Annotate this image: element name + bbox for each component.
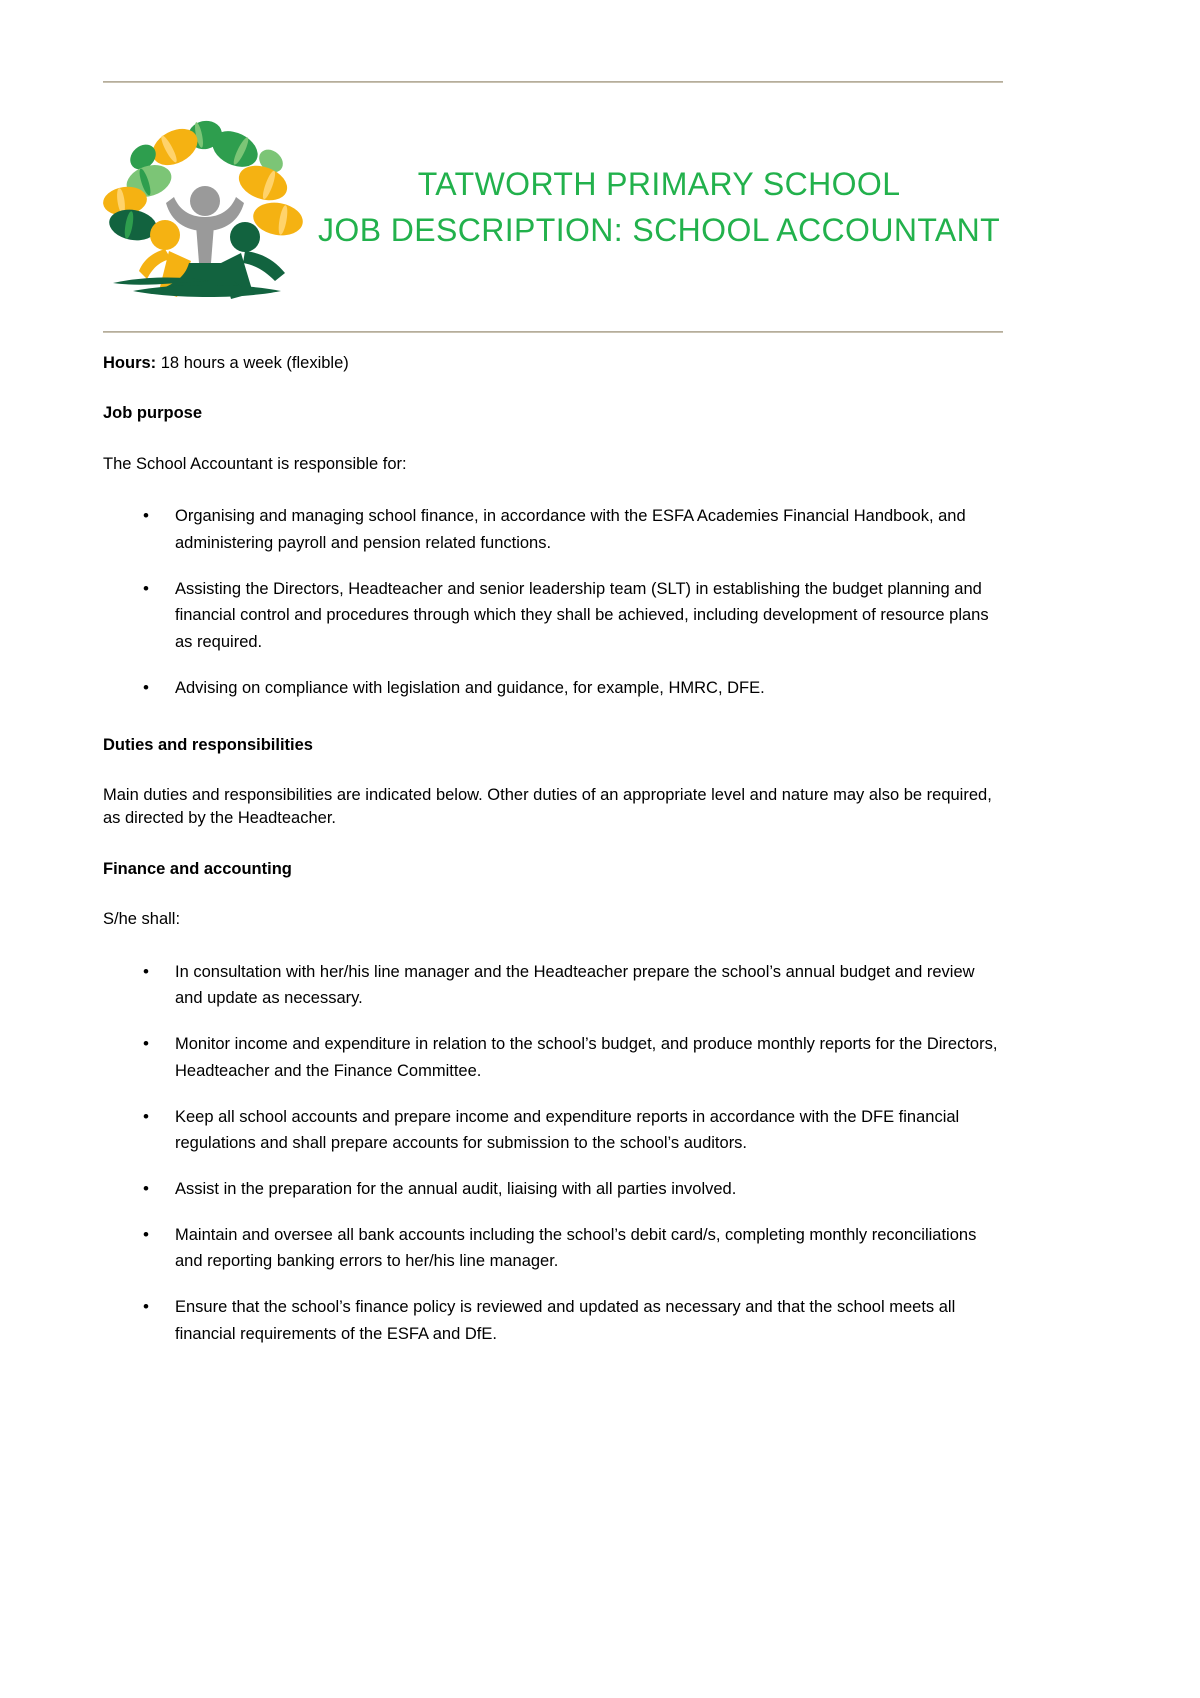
school-logo [103,113,308,303]
intro-duties-and-responsibilities: Main duties and responsibilities are indicated below. Other duties of an appropriate level and nature may also be required, as directed by the Headteacher. [103,786,992,828]
list-item: • Keep all school accounts and prepare income and expenditure reports in accordance with the DFE financial regulations and shall prepare accounts for submission to the school’s auditors. [103,1104,1003,1157]
bullet-list-finance-and-accounting [103,959,1003,1348]
list-item: • Assist in the preparation for the annual audit, liaising with all parties involved. [103,1176,1003,1203]
list-item: • In consultation with her/his line manager and the Headteacher prepare the school’s annual budget and review and update as necessary. [103,959,1003,1012]
title-line-job: JOB DESCRIPTION: SCHOOL ACCOUNTANT [318,211,1001,248]
document-body [103,352,1003,1374]
hours-label: Hours: [103,354,157,372]
list-item: • Organising and managing school finance, in accordance with the ESFA Academies Financial Handbook, and administering payroll and pension related functions. [103,503,1003,556]
list-item: • Maintain and oversee all bank accounts including the school’s debit card/s, completing monthly reconciliations and reporting banking errors to her/his line manager. [103,1222,1003,1275]
hours-line [103,352,1003,375]
document-masthead [103,95,1003,320]
header-divider-top [103,81,1003,83]
intro-job-purpose: The School Accountant is responsible for: [103,454,407,473]
list-item: • Ensure that the school’s finance policy is reviewed and updated as necessary and that the school meets all financial requirements of the ESFA and DfE. [103,1294,1003,1347]
heading-job-purpose: Job purpose [103,404,203,423]
document-title [308,162,1006,253]
title-line-school: TATWORTH PRIMARY SCHOOL [417,166,901,203]
list-item: • Assisting the Directors, Headteacher and senior leadership team (SLT) in establishing the budget planning and financial control and procedures through which they shall be achieved, including development of resource plans as required. [103,576,1003,656]
header-divider-bottom [103,331,1003,333]
list-item: • Monitor income and expenditure in relation to the school’s budget, and produce monthly reports for the Directors, Headteacher and the Finance Committee. [103,1031,1003,1084]
heading-duties-and-responsibilities: Duties and responsibilities [103,735,313,754]
bullet-list-job-purpose [103,503,1003,701]
intro-finance-and-accounting: S/he shall: [103,910,181,929]
heading-finance-and-accounting: Finance and accounting [103,859,292,878]
hours-value: 18 hours a week (flexible) [156,354,349,372]
list-item: • Advising on compliance with legislation and guidance, for example, HMRC, DFE. [103,675,1003,702]
tree-logo-icon [103,113,308,303]
